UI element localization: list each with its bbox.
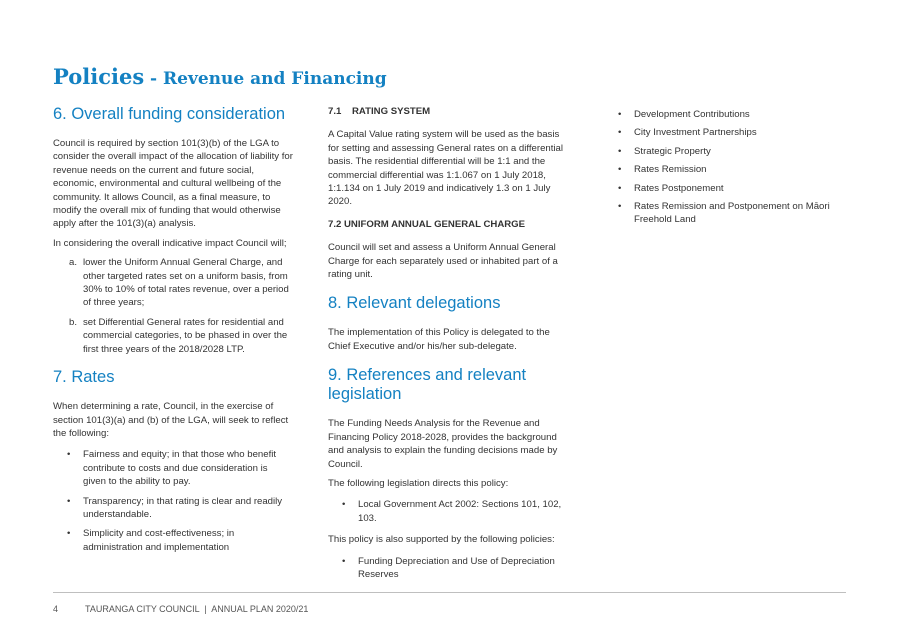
policies-list (328, 555, 564, 582)
list-item-text: Transparency; in that rating is clear and readily understandable. (83, 495, 283, 520)
list-item (328, 555, 564, 582)
bullet-icon: • (618, 109, 622, 120)
heading-overall-funding: 6. Overall funding consideration (53, 105, 286, 123)
bullet-icon: • (67, 495, 71, 507)
paragraph: When determining a rate, Council, in the exercise of section 101(3)(a) and (b) of the LGA, will seek to reflect the following: (53, 401, 289, 439)
bullet-icon: • (342, 499, 346, 511)
list-item-text: Rates Postponement (634, 182, 724, 194)
paragraph: The following legislation directs this policy: (328, 477, 509, 489)
bullet-icon: • (618, 164, 622, 176)
list-item (53, 527, 293, 554)
page-title-main: Policies (53, 64, 145, 89)
bullet-icon: • (342, 555, 346, 567)
list-marker: a. (69, 257, 78, 269)
bullet-list (53, 448, 293, 554)
list-item-text: Funding Depreciation and Use of Depreciation Reserves (358, 555, 555, 580)
paragraph: A Capital Value rating system will be used as the basis for setting and assessing General rates on a differential basis. The residential differential will be 1:1 and the commercial differential was 1:1.067 on 1 July 2018, 1:1.134 on 1 July 2019 and indicatively 1.3 on 1 July 2020. (328, 129, 564, 208)
list-marker: b. (69, 316, 78, 328)
ordered-list (53, 256, 293, 356)
list-item-text: Fairness and equity; in that those who benefit contribute to costs and due consideration is given to the ability to pay. (83, 449, 277, 488)
paragraph: The implementation of this Policy is delegated to the Chief Executive and/or his/her sub-delegate. (328, 327, 550, 352)
list-item-text: set Differential General rates for residential and commercial categories, to be phased in over the first three years of the 2018/2028 LTP. (83, 316, 288, 355)
bullet-icon: • (67, 528, 71, 540)
list-item (53, 448, 293, 488)
column-3 (608, 108, 848, 235)
list-item (608, 182, 848, 195)
footer-text: TAURANGA CITY COUNCIL | ANNUAL PLAN 2020/21 (85, 604, 309, 614)
list-item-text: lower the Uniform Annual General Charge, and other targeted rates set on a uniform basis, from 30% to 10% of total rates revenue, over a period of three years; (83, 257, 289, 309)
list-item-text: City Investment Partnerships (634, 127, 757, 139)
page-title (53, 55, 387, 92)
bullet-icon: • (618, 127, 622, 139)
paragraph: In considering the overall indicative impact Council will; (53, 237, 287, 249)
list-item-text: Rates Remission and Postponement on Māori Freehold Land (634, 201, 830, 226)
list-item-text: Development Contributions (634, 109, 750, 120)
page-number: 4 (53, 604, 59, 614)
paragraph: Council will set and assess a Uniform Annual General Charge for each separately used or inhabited part of a rating unit. (328, 242, 558, 281)
heading-relevant-delegations: 8. Relevant delegations (328, 294, 501, 313)
list-item (608, 163, 848, 176)
list-item (53, 256, 293, 310)
policies-list-continued (608, 108, 848, 227)
heading-rates: 7. Rates (53, 368, 115, 387)
column-1 (53, 105, 293, 562)
bullet-icon: • (618, 201, 622, 213)
list-item-text: Strategic Property (634, 145, 711, 157)
bullet-icon: • (67, 449, 71, 461)
heading-uagc: 7.2 UNIFORM ANNUAL GENERAL CHARGE (328, 218, 526, 230)
list-item (608, 145, 848, 158)
list-item (608, 126, 848, 139)
list-item-text: Rates Remission (634, 164, 707, 176)
paragraph: Council is required by section 101(3)(b) of the LGA to consider the overall impact of the allocation of liability for revenue needs on the current and future social, economic, environmental and cultural wellbeing of the community. It allows Council, as a final measure, to modify the overall mix of funding that would otherwise apply after the 101(3)(a) analysis. (53, 138, 293, 230)
list-item (53, 495, 293, 522)
list-item-text: Local Government Act 2002: Sections 101, 102, 103. (358, 499, 562, 524)
heading-references: 9. References and relevant legislation (328, 366, 527, 404)
bullet-icon: • (618, 182, 622, 194)
list-item (608, 108, 848, 121)
legislation-list (328, 498, 564, 525)
footer (53, 604, 308, 614)
paragraph: The Funding Needs Analysis for the Revenue and Financing Policy 2018-2028, provides the background and analysis to explain the funding decisions made by Council. (328, 418, 558, 470)
paragraph: This policy is also supported by the following policies: (328, 534, 555, 546)
list-item (328, 498, 564, 525)
column-2 (328, 105, 564, 589)
heading-rating-system: 7.1 RATING SYSTEM (328, 106, 431, 117)
list-item-text: Simplicity and cost-effectiveness; in administration and implementation (83, 528, 235, 553)
list-item (608, 200, 848, 227)
page-title-sub: - Revenue and Financing (144, 69, 387, 89)
footer-divider (53, 592, 846, 593)
bullet-icon: • (618, 145, 622, 157)
list-item (53, 316, 293, 356)
